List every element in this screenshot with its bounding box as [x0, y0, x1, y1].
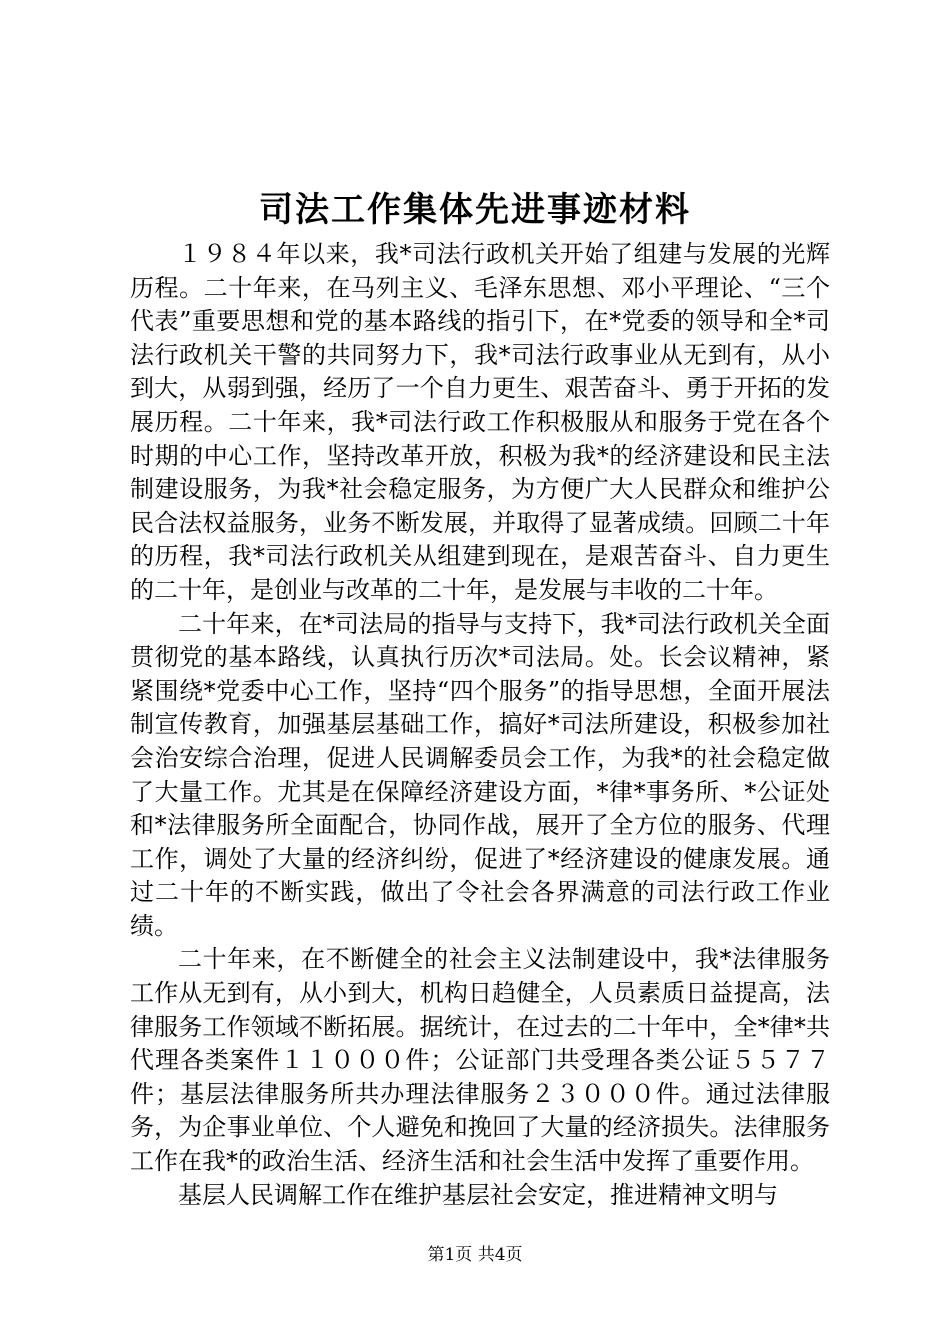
document-body [130, 238, 830, 1212]
body-paragraph: １９８４年以来，我*司法行政机关开始了组建与发展的光辉历程。二十年来，在马列主义、毛泽东思想、邓小平理论、“三个代表”重要思想和党的基本路线的指引下，在*党委的领导和全*司法行政机关干警的共同努力下，我*司法行政事业从无到有，从小到大，从弱到强，经历了一个自力更生、艰苦奋斗、勇于开拓的发展历程。二十年来，我*司法行政工作积极服从和服务于党在各个时期的中心工作，坚持改革开放，积极为我*的经济建设和民主法制建设服务，为我*社会稳定服务，为方便广大人民群众和维护公民合法权益服务，业务不断发展，并取得了显著成绩。回顾二十年的历程，我*司法行政机关从组建到现在，是艰苦奋斗、自力更生的二十年，是创业与改革的二十年，是发展与丰收的二十年。 [130, 240, 830, 604]
body-paragraph: 基层人民调解工作在维护基层社会安定，推进精神文明与 [178, 1180, 778, 1209]
page-number: 第1页 共4页 [427, 1245, 523, 1265]
body-paragraph: 二十年来，在不断健全的社会主义法制建设中，我*法律服务工作从无到有，从小到大，机构日趋健全，人员素质日益提高，法律服务工作领域不断拓展。据统计，在过去的二十年中，全*律*共代理各类案件１１０００件；公证部门共受理各类公证５５７７件；基层法律服务所共办理法律服务２３０００件。通过法律服务，为企事业单位、个人避免和挽回了大量的经济损失。法律服务工作在我*的政治生活、经济生活和社会生活中发挥了重要作用。 [130, 945, 830, 1176]
body-paragraph: 二十年来，在*司法局的指导与支持下，我*司法行政机关全面贯彻党的基本路线，认真执行历次*司法局。处。长会议精神，紧紧围绕*党委中心工作，坚持“四个服务”的指导思想，全面开展法制宣传教育，加强基层基础工作，搞好*司法所建设，积极参加社会治安综合治理，促进人民调解委员会工作，为我*的社会稳定做了大量工作。尤其是在保障经济建设方面，*律*事务所、*公证处和*法律服务所全面配合，协同作战，展开了全方位的服务、代理工作，调处了大量的经济纠纷，促进了*经济建设的健康发展。通过二十年的不断实践，做出了令社会各界满意的司法行政工作业绩。 [130, 609, 830, 940]
document-title: 司法工作集体先进事迹材料 [259, 190, 691, 230]
